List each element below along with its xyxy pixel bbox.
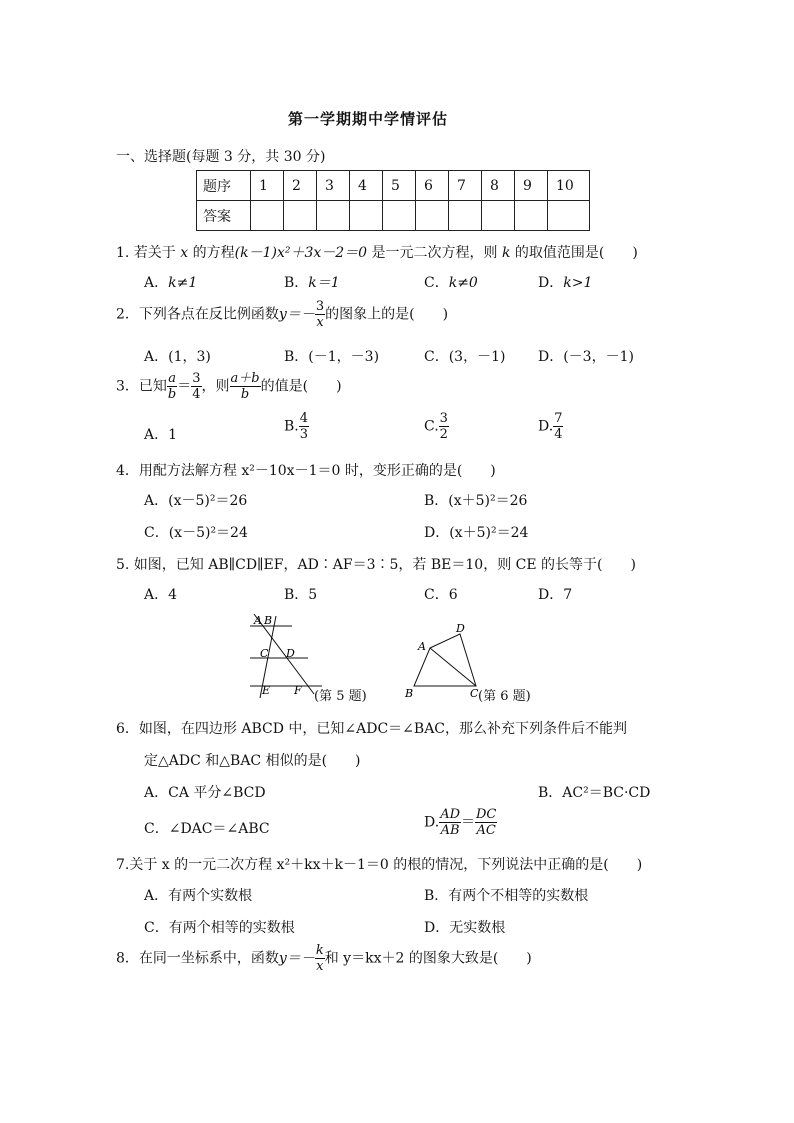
question-5: 5. 如图，已知 AB∥CD∥EF，AD∶AF＝3∶5，若 BE＝10，则 CE 的长等于( ) bbox=[116, 557, 636, 573]
q2-option-d[interactable]: D．(－3，－1) bbox=[538, 349, 634, 365]
answer-cell[interactable] bbox=[416, 201, 449, 231]
table-cell: 10 bbox=[548, 171, 590, 201]
answer-cell[interactable] bbox=[251, 201, 284, 231]
table-cell: 4 bbox=[350, 171, 383, 201]
answer-cell[interactable] bbox=[317, 201, 350, 231]
question-8: 8．在同一坐标系中，函数y＝－ $\frac{k}{x}$ 和 y＝kx＋2 的图象大致是( ) bbox=[116, 943, 532, 974]
section-heading: 一、选择题(每题 3 分，共 30 分) bbox=[116, 149, 326, 165]
table-header-cell: 答案 bbox=[197, 201, 251, 231]
page-title: 第一学期期中学情评估 bbox=[288, 110, 449, 128]
figure-5-caption: (第 5 题) bbox=[314, 689, 367, 704]
q5-option-a[interactable]: A．4 bbox=[144, 587, 178, 603]
table-cell: 5 bbox=[383, 171, 416, 201]
label-d: D bbox=[286, 647, 295, 660]
q5-option-c[interactable]: C．6 bbox=[424, 587, 458, 603]
q6-option-a[interactable]: A．CA 平分∠BCD bbox=[144, 785, 266, 801]
label-c: C bbox=[470, 687, 479, 700]
q7-option-a[interactable]: A．有两个实数根 bbox=[144, 888, 253, 904]
q4-option-a[interactable]: A．(x－5)²＝26 bbox=[144, 493, 248, 509]
question-3: 3．已知 $\frac{a}{b}$ ＝ $\frac{3}{4}$ ，则 $\frac{a+b}{b}$ 的值是( ) bbox=[116, 371, 342, 402]
answer-cell[interactable] bbox=[449, 201, 482, 231]
answer-cell[interactable] bbox=[515, 201, 548, 231]
table-cell: 2 bbox=[284, 171, 317, 201]
q6-option-d[interactable]: D. $\frac{AD}{AB}$ ＝ $\frac{DC}{AC}$ bbox=[424, 807, 497, 838]
q2-option-b[interactable]: B．(－1，－3) bbox=[284, 349, 380, 365]
q1-option-a[interactable]: A．k≠1 bbox=[144, 275, 198, 291]
q2-option-a[interactable]: A．(1，3) bbox=[144, 349, 211, 365]
q6-option-c[interactable]: C．∠DAC＝∠ABC bbox=[144, 821, 270, 837]
q1-option-c[interactable]: C．k≠0 bbox=[424, 275, 478, 291]
answer-cell[interactable] bbox=[548, 201, 590, 231]
answer-cell[interactable] bbox=[383, 201, 416, 231]
table-cell: 1 bbox=[251, 171, 284, 201]
table-header-cell: 题序 bbox=[197, 171, 251, 201]
q1-option-b[interactable]: B．k＝1 bbox=[284, 275, 340, 291]
question-6: 6．如图，在四边形 ABCD 中，已知∠ADC＝∠BAC，那么补充下列条件后不能判 bbox=[116, 721, 628, 737]
figure-q6 bbox=[400, 618, 490, 702]
table-cell: 6 bbox=[416, 171, 449, 201]
label-c: C bbox=[260, 647, 269, 660]
label-e: E bbox=[262, 684, 271, 697]
label-f: F bbox=[294, 684, 302, 697]
answer-cell[interactable] bbox=[350, 201, 383, 231]
q5-option-b[interactable]: B．5 bbox=[284, 587, 318, 603]
table-row bbox=[197, 171, 590, 201]
q3-option-a[interactable]: A．1 bbox=[144, 427, 178, 443]
q4-option-b[interactable]: B．(x＋5)²＝26 bbox=[424, 493, 528, 509]
table-cell: 9 bbox=[515, 171, 548, 201]
label-a: A bbox=[254, 614, 262, 627]
question-1: 1. 若关于 x 的方程(k－1)x²＋3x－2＝0 是一元二次方程，则 k 的取值范围是( ) bbox=[116, 245, 638, 261]
diagonal-ac bbox=[430, 648, 476, 686]
q7-option-d[interactable]: D．无实数根 bbox=[424, 920, 506, 936]
q3-option-b[interactable]: B. $\frac{4}{3}$ bbox=[284, 411, 309, 442]
label-d: D bbox=[456, 622, 465, 635]
q5-option-d[interactable]: D．7 bbox=[538, 587, 573, 603]
question-6-cont: 定△ADC 和△BAC 相似的是( ) bbox=[144, 753, 361, 769]
question-2: 2．下列各点在反比例函数y＝－ $\frac{3}{x}$ 的图象上的是( ) bbox=[116, 299, 449, 330]
q1-option-d[interactable]: D．k>1 bbox=[538, 275, 593, 291]
q4-option-d[interactable]: D．(x＋5)²＝24 bbox=[424, 525, 529, 541]
table-cell: 7 bbox=[449, 171, 482, 201]
question-7: 7.关于 x 的一元二次方程 x²＋kx＋k－1＝0 的根的情况，下列说法中正确的是( ) bbox=[116, 857, 643, 873]
answer-table bbox=[196, 170, 590, 231]
answer-cell[interactable] bbox=[482, 201, 515, 231]
table-row bbox=[197, 201, 590, 231]
label-a: A bbox=[418, 640, 426, 653]
label-b: B bbox=[264, 614, 273, 627]
q3-option-c[interactable]: C. $\frac{3}{2}$ bbox=[424, 411, 448, 442]
table-cell: 8 bbox=[482, 171, 515, 201]
label-b: B bbox=[405, 687, 414, 700]
q7-option-b[interactable]: B．有两个不相等的实数根 bbox=[424, 888, 589, 904]
q6-option-b[interactable]: B．AC²＝BC·CD bbox=[538, 785, 651, 801]
question-4: 4．用配方法解方程 x²－10x－1＝0 时，变形正确的是( ) bbox=[116, 463, 496, 479]
q4-option-c[interactable]: C．(x－5)²＝24 bbox=[144, 525, 248, 541]
table-cell: 3 bbox=[317, 171, 350, 201]
answer-cell[interactable] bbox=[284, 201, 317, 231]
q3-option-d[interactable]: D. $\frac{7}{4}$ bbox=[538, 411, 563, 442]
q2-option-c[interactable]: C．(3，－1) bbox=[424, 349, 506, 365]
figure-6-caption: (第 6 题) bbox=[478, 689, 531, 704]
q7-option-c[interactable]: C．有两个相等的实数根 bbox=[144, 920, 295, 936]
